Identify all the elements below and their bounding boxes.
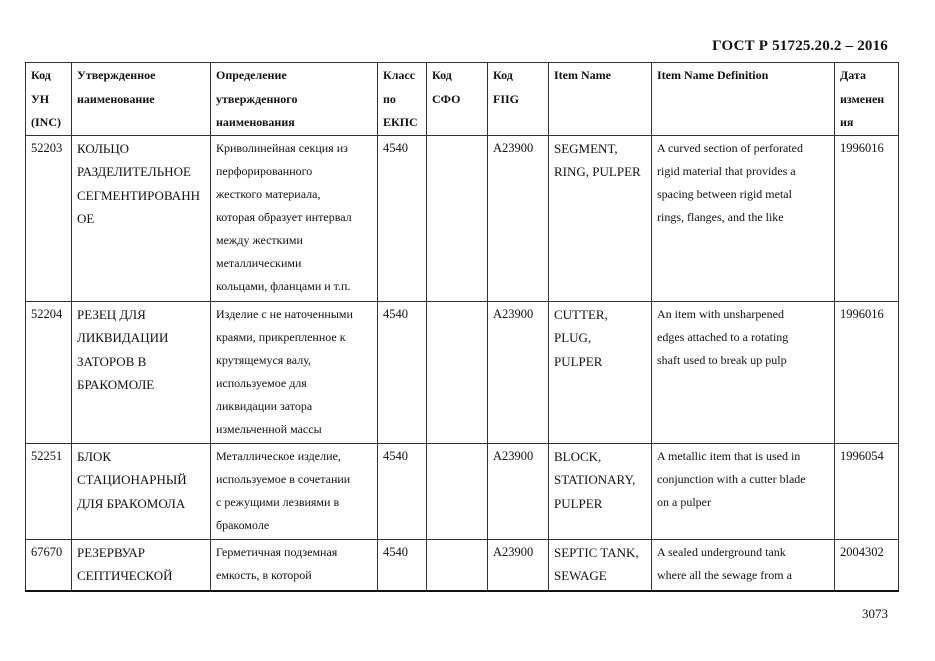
document-header: ГОСТ Р 51725.20.2 – 2016 <box>712 38 888 54</box>
cell-change-date: 1996016 <box>835 301 899 443</box>
table-row <box>26 539 899 591</box>
cell-class: 4540 <box>378 539 427 591</box>
cell-fiig: A23900 <box>488 539 549 591</box>
column-header-sfo: Код СФО <box>427 63 488 136</box>
column-header-item-name: Item Name <box>549 63 652 136</box>
column-header-inc: Код УН (INC) <box>26 63 72 136</box>
table-row <box>26 443 899 539</box>
cell-class: 4540 <box>378 301 427 443</box>
cell-class: 4540 <box>378 135 427 301</box>
cell-change-date: 1996054 <box>835 443 899 539</box>
cell-class: 4540 <box>378 443 427 539</box>
cell-inc: 52203 <box>26 135 72 301</box>
cell-definition: Герметичная подземная емкость, в которой <box>211 539 378 591</box>
cell-definition: Изделие с не наточенными краями, прикрепленное к крутящемуся валу, используемое для ликвидации затора измельченной массы <box>211 301 378 443</box>
cell-fiig: A23900 <box>488 443 549 539</box>
column-header-class: Класс по ЕКПС <box>378 63 427 136</box>
cell-inc: 52204 <box>26 301 72 443</box>
cell-item-name: CUTTER, PLUG, PULPER <box>549 301 652 443</box>
cell-item-name-definition: An item with unsharpened edges attached to a rotating shaft used to break up pulp <box>652 301 835 443</box>
cell-approved-name: БЛОК СТАЦИОНАРНЫЙ ДЛЯ БРАКОМОЛА <box>72 443 211 539</box>
item-name-table <box>25 62 899 592</box>
cell-approved-name: РЕЗЕЦ ДЛЯ ЛИКВИДАЦИИ ЗАТОРОВ В БРАКОМОЛЕ <box>72 301 211 443</box>
table-row <box>26 135 899 301</box>
cell-inc: 52251 <box>26 443 72 539</box>
cell-fiig: A23900 <box>488 301 549 443</box>
column-header-definition: Определение утвержденного наименования <box>211 63 378 136</box>
cell-fiig: A23900 <box>488 135 549 301</box>
table-header-row <box>26 63 899 136</box>
column-header-approved-name: Утвержденное наименование <box>72 63 211 136</box>
cell-item-name: SEPTIC TANK, SEWAGE <box>549 539 652 591</box>
table-row <box>26 301 899 443</box>
cell-definition: Металлическое изделие, используемое в сочетании с режущими лезвиями в бракомоле <box>211 443 378 539</box>
column-header-item-name-definition: Item Name Definition <box>652 63 835 136</box>
cell-sfo <box>427 539 488 591</box>
cell-approved-name: РЕЗЕРВУАР СЕПТИЧЕСКОЙ <box>72 539 211 591</box>
page-number: 3073 <box>862 606 888 621</box>
cell-sfo <box>427 135 488 301</box>
cell-definition: Криволинейная секция из перфорированного жесткого материала, которая образует интервал между жесткими металлическими кольцами, фланцами и т.п. <box>211 135 378 301</box>
cell-approved-name: КОЛЬЦО РАЗДЕЛИТЕЛЬНОЕ СЕГМЕНТИРОВАНН ОЕ <box>72 135 211 301</box>
column-header-change-date: Дата изменен ия <box>835 63 899 136</box>
cell-item-name: SEGMENT, RING, PULPER <box>549 135 652 301</box>
cell-sfo <box>427 443 488 539</box>
cell-sfo <box>427 301 488 443</box>
column-header-fiig: Код FIIG <box>488 63 549 136</box>
cell-item-name-definition: A curved section of perforated rigid material that provides a spacing between rigid metal rings, flanges, and the like <box>652 135 835 301</box>
cell-change-date: 2004302 <box>835 539 899 591</box>
cell-inc: 67670 <box>26 539 72 591</box>
cell-item-name-definition: A sealed underground tank where all the sewage from a <box>652 539 835 591</box>
cell-item-name: BLOCK, STATIONARY, PULPER <box>549 443 652 539</box>
cell-item-name-definition: A metallic item that is used in conjunction with a cutter blade on a pulper <box>652 443 835 539</box>
cell-change-date: 1996016 <box>835 135 899 301</box>
